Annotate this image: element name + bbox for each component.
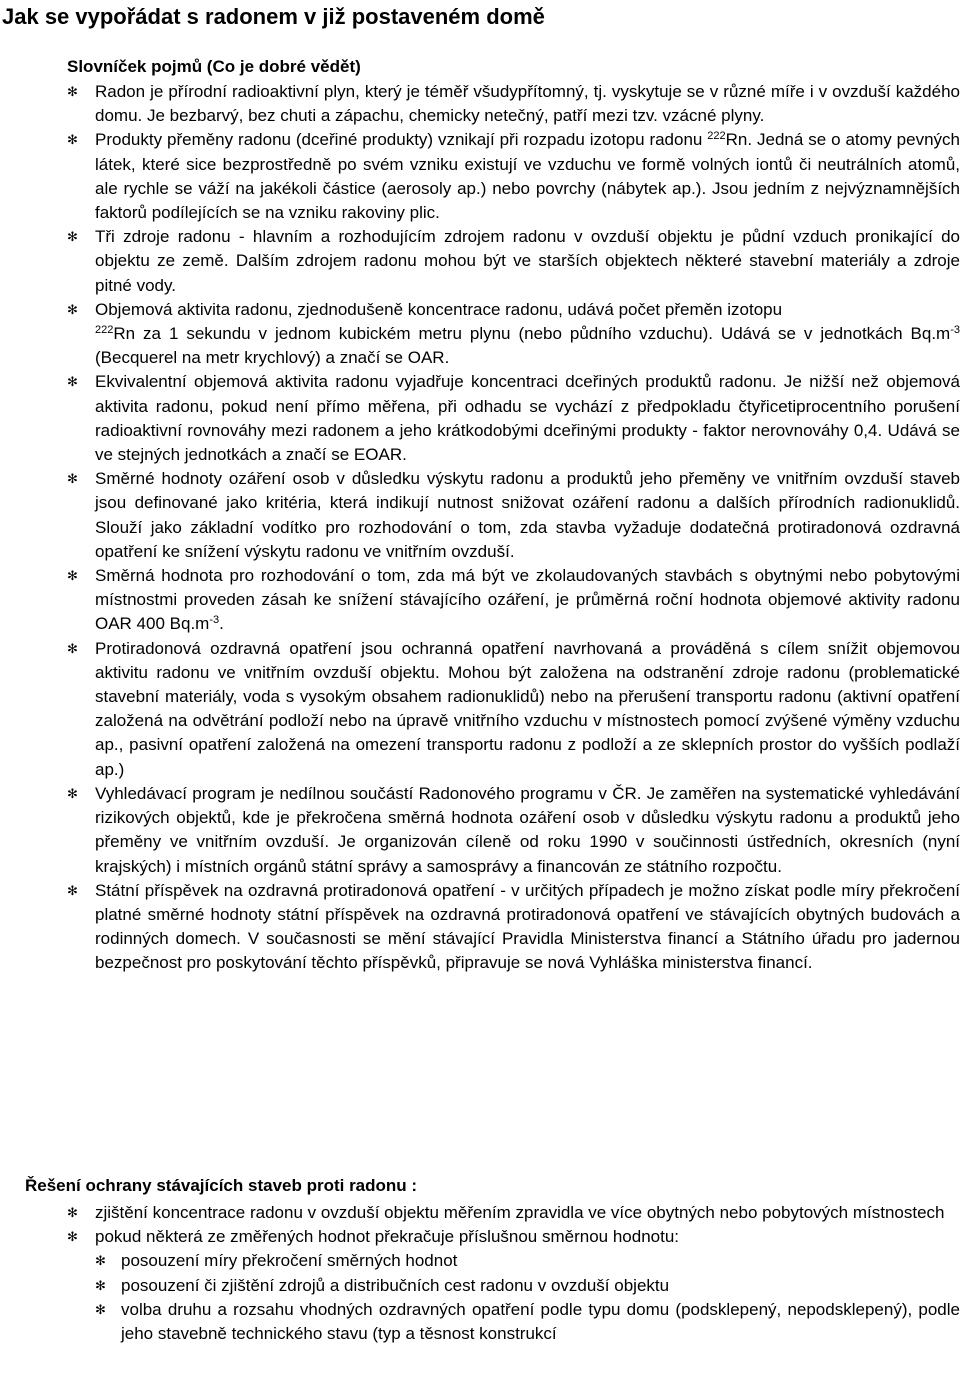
item-text: . [219, 614, 224, 634]
glossary-item-remediation-measures [67, 637, 960, 782]
isotope-superscript: 222 [95, 324, 114, 337]
glossary-item-search-program [67, 782, 960, 879]
glossary-heading: Slovníček pojmů (Co je dobré vědět) [67, 57, 361, 76]
asterisk-bullet-icon: ✻ [67, 785, 78, 801]
item-text: volba druhu a rozsahu vhodných ozdravných opatření podle typu domu (podsklepený, nepodsklepený), podle jeho stavebně technického stavu (typ a těsnost konstrukcí [121, 1299, 960, 1344]
item-text: Rn. Jedná se o atomy pevných látek, které sice bezprostředně po svém vzniku existují ve vzduchu ve formě volných iontů či neutrálních atomů, ale rychle se váží na jakékoli částice (aerosoly ap.) nebo povrchy (nábytek ap.). Jsou jedním z nejvýznamnějších faktorů podílejících se na vzniku rakoviny plic. [95, 130, 960, 223]
item-text: Směrné hodnoty ozáření osob v důsledku výskytu radonu a produktů jeho přeměny ve vnitřním ovzduší staveb jsou definované jako kritéria, která indikují nutnost snižovat ozáření radonu a dalších přírodních radionuklidů. Slouží jako základní vodítko pro rozhodování o tom, zda stavba vyžaduje dodatečná protiradonová ozdravná opatření ke snížení výskytu radonu ve vnitřním ovzduší. [95, 469, 960, 561]
solutions-heading: Řešení ochrany stávajících staveb proti radonu : [25, 1176, 418, 1195]
sub-item-assessment [95, 1249, 960, 1273]
isotope-superscript: 222 [707, 130, 726, 143]
asterisk-bullet-icon: ✻ [95, 1301, 106, 1317]
asterisk-bullet-icon: ✻ [67, 84, 78, 99]
asterisk-bullet-icon: ✻ [67, 229, 78, 245]
item-text: posouzení či zjištění zdrojů a distribučních cest radonu v ovzduší objektu [121, 1275, 670, 1295]
item-text: Protiradonová ozdravná opatření jsou ochranná opatření navrhovaná a prováděná s cílem snížit objemovou aktivitu radonu ve vnitřním ovzduší objektu. Mohou být založena na odstranění zdroje radonu (problematické stavební materiály, voda s vysokým obsahem radionuklidů) nebo na přerušení transportu radonu (aktivní opatření založená na odvětrání podloží nebo na úpravě vnitřního vzduchu v místnostech pomocí zvýšené výměny vzduchu ap., pasivní opatření založená na omezení transportu radonu z podloží a ze sklepních prostor do vyšších podlaží ap.) [95, 638, 960, 779]
item-text: Ekvivalentní objemová aktivita radonu vyjadřuje koncentraci dceřiných produktů radonu. Je nižší než objemová aktivita radonu, pokud není přímo měřena, při odhadu se vychází z předpokladu čtyřicetiprocentního porušení radioaktivní rovnováhy mezi radonem a jeho krátkodobými dceřinými produkty - faktor nerovnováhy 0,4. Udává se ve stejných jednotkách a značí se EOAR. [95, 372, 960, 465]
glossary-list [67, 80, 960, 976]
unit-superscript: -3 [209, 614, 220, 627]
item-text: posouzení míry překročení směrných hodnot [121, 1251, 458, 1271]
page-title: Jak se vypořádat s radonem v již postaveném domě [2, 4, 545, 29]
glossary-item-radon [67, 80, 960, 128]
glossary-item-guideline-values [67, 467, 960, 564]
asterisk-bullet-icon: ✻ [95, 1277, 106, 1293]
solution-sublist [95, 1249, 960, 1346]
asterisk-bullet-icon: ✻ [67, 640, 78, 656]
item-text: Objemová aktivita radonu, zjednodušeně koncentrace radonu, udává počet přeměn izotopu [95, 299, 783, 319]
asterisk-bullet-icon: ✻ [67, 374, 78, 390]
item-text: Tři zdroje radonu - hlavním a rozhodujícím zdrojem radonu v ovzduší objektu je půdní vzduch pronikající do objektu ze země. Dalším zdrojem radonu mohou být ve starších objektech některé stavební materiály a zdroje pitné vody. [95, 227, 960, 295]
unit-superscript: -3 [950, 324, 960, 337]
item-text: zjištění koncentrace radonu v ovzduší objektu měřením zpravidla ve více obytných nebo pobytových místnostech [95, 1203, 945, 1222]
glossary-item-guideline-value [67, 564, 960, 637]
item-text: Radon je přírodní radioaktivní plyn, který je téměř všudypřítomný, tj. vyskytuje se v různé míře i v ovzduší každého domu. Je bezbarvý, bez chuti a zápachu, chemicky netečný, patří mezi tzv. vzácné plyny. [95, 82, 960, 126]
asterisk-bullet-icon: ✻ [67, 568, 78, 584]
glossary-item-decay-products [67, 128, 960, 225]
solutions-list [67, 1201, 960, 1346]
asterisk-bullet-icon: ✻ [67, 471, 78, 487]
glossary-item-volume-activity [67, 298, 960, 371]
solution-item-measurement [67, 1201, 960, 1225]
glossary-item-sources [67, 225, 960, 298]
item-text: pokud některá ze změřených hodnot překračuje příslušnou směrnou hodnotu: [95, 1227, 680, 1247]
glossary-item-state-subsidy [67, 879, 960, 976]
asterisk-bullet-icon: ✻ [67, 882, 78, 898]
sub-item-measure-selection [95, 1298, 960, 1346]
asterisk-bullet-icon: ✻ [67, 301, 78, 317]
sub-item-sources [95, 1274, 960, 1298]
asterisk-bullet-icon: ✻ [95, 1253, 106, 1269]
asterisk-bullet-icon: ✻ [67, 132, 78, 148]
item-text: Rn za 1 sekundu v jednom kubickém metru plynu (nebo půdního vzduchu). Udává se v jednotkách Bq.m [113, 324, 951, 344]
asterisk-bullet-icon: ✻ [67, 1205, 78, 1220]
item-text: Státní příspěvek na ozdravná protiradonová opatření - v určitých případech je možno získat podle míry překročení platné směrné hodnoty státní příspěvek na ozdravná protiradonová opatření ve stávajících obytných budovách a rodinných domech. V současnosti se mění stávající Pravidla Ministerstva financí a Státního úřadu pro jadernou bezpečnost pro poskytování těchto příspěvků, připravuje se nová Vyhláška ministerstva financí. [95, 880, 960, 973]
item-text: (Becquerel na metr krychlový) a značí se OAR. [95, 348, 450, 368]
item-text: Vyhledávací program je nedílnou součástí Radonového programu v ČR. Je zaměřen na systematické vyhledávání rizikových objektů, kde je překročena směrná hodnota ozáření osob v důsledku výskytu radonu a produktů jeho přeměny ve vnitřním ovzduší. Je organizován cíleně od roku 1990 v součinnosti ústředních, okresních (nyní krajských) i místních orgánů státní správy a samosprávy a financován ze státního rozpočtu. [95, 783, 960, 876]
asterisk-bullet-icon: ✻ [67, 1229, 78, 1245]
glossary-item-equivalent-activity [67, 370, 960, 467]
solution-item-exceedance [67, 1225, 960, 1346]
item-text: Produkty přeměny radonu (dceřiné produkty) vznikají při rozpadu izotopu radonu [95, 130, 708, 150]
item-text: Směrná hodnota pro rozhodování o tom, zda má být ve zkolaudovaných stavbách s obytnými nebo pobytovými místnostmi proveden zásah ke snížení stávajícího ozáření, je průměrná roční hodnota objemové aktivity radonu OAR 400 Bq.m [95, 566, 960, 634]
